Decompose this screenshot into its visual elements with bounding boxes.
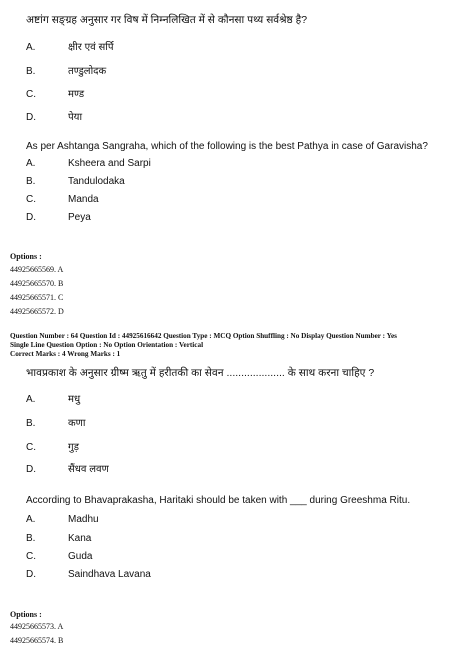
option-value: कणा [68, 418, 86, 429]
option-key: D. [26, 464, 36, 475]
option-value: पेया [68, 112, 83, 123]
option-key: A. [26, 158, 36, 169]
option-key: C. [26, 194, 36, 205]
option-key: A. [26, 514, 36, 525]
option-value: Madhu [68, 514, 99, 525]
option-value: Ksheera and Sarpi [68, 158, 151, 169]
q63-option-id-4: 44925665572. D [10, 307, 64, 316]
option-key: B. [26, 418, 36, 429]
option-key: B. [26, 176, 36, 187]
option-key: B. [26, 533, 36, 544]
option-value: Kana [68, 533, 92, 544]
option-key: A. [26, 42, 36, 53]
option-value: गुड़ [68, 442, 79, 453]
q64-options-label: Options : [10, 610, 42, 619]
option-key: B. [26, 66, 36, 77]
q64-option-id-1: 44925665573. A [10, 622, 64, 631]
option-value: मधु [68, 394, 81, 405]
question-64-english-text: According to Bhavaprakasha, Haritaki should be taken with ___ during Greeshma Ritu. [26, 495, 411, 506]
option-value: क्षीर एवं सर्पि [68, 42, 114, 53]
option-key: D. [26, 212, 36, 223]
q64-option-id-2: 44925665574. B [10, 636, 64, 645]
q63-option-id-2: 44925665570. B [10, 279, 64, 288]
option-key: D. [26, 569, 36, 580]
option-value: Peya [68, 212, 91, 223]
q63-option-id-3: 44925665571. C [10, 293, 64, 302]
question-63-hindi-text: अष्टांग सङ्ग्रह अनुसार गर विष में निम्नलिखित में से कौनसा पथ्य सर्वश्रेष्ठ है? [26, 14, 308, 26]
question-64-hindi-text: भावप्रकाश के अनुसार ग्रीष्म ऋतु में हरीतकी का सेवन .................... के साथ करना चाहिए ? [26, 367, 375, 379]
option-value: तण्डुलोदक [68, 66, 107, 77]
q63-options-label: Options : [10, 252, 42, 261]
option-value: मण्ड [68, 89, 85, 100]
q64-meta-line-1: Question Number : 64 Question Id : 44925616642 Question Type : MCQ Option Shuffling : No Display Question Number : Yes [10, 332, 397, 340]
option-key: D. [26, 112, 36, 123]
option-key: C. [26, 442, 36, 453]
option-key: A. [26, 394, 36, 405]
option-value: Guda [68, 551, 93, 562]
q64-meta-line-2: Single Line Question Option : No Option Orientation : Vertical [10, 341, 204, 349]
option-value: Saindhava Lavana [68, 569, 151, 580]
option-value: सैंधव लवण [68, 464, 109, 475]
option-value: Tandulodaka [68, 176, 125, 187]
question-63-english-text: As per Ashtanga Sangraha, which of the following is the best Pathya in case of Garavisha? [26, 141, 428, 152]
option-key: C. [26, 551, 36, 562]
option-key: C. [26, 89, 36, 100]
q63-option-id-1: 44925665569. A [10, 265, 64, 274]
option-value: Manda [68, 194, 99, 205]
q64-meta-line-3: Correct Marks : 4 Wrong Marks : 1 [10, 350, 121, 358]
